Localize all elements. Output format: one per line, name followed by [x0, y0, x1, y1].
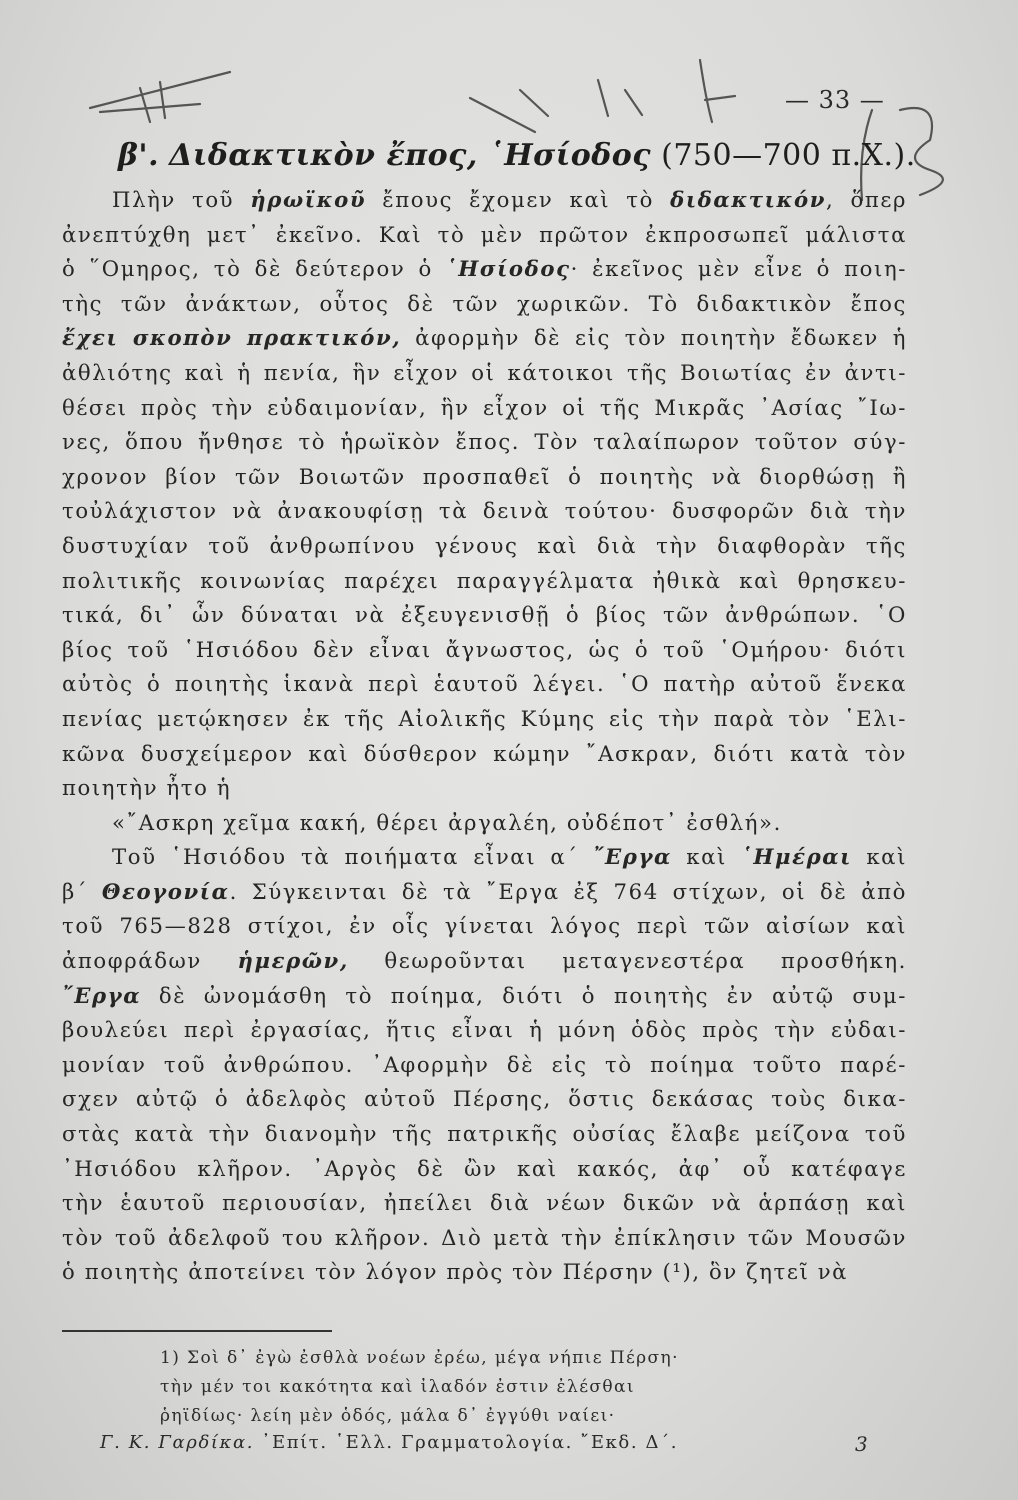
body-line — [62, 1221, 907, 1256]
body-text-run: «῎Ασκρη χεῖμα κακή, θέρει ἀργαλέη, οὐδέποτ᾽ ἐσθλή». — [112, 809, 782, 835]
body-line — [62, 356, 907, 391]
section-heading — [118, 138, 916, 173]
signature-author: Γ. Κ. Γαρδίκα. — [100, 1432, 255, 1453]
body-line — [62, 1152, 907, 1187]
body-text-run: δυστυχίαν τοῦ ἀνθρωπίνου γένους καὶ διὰ τὴν διαφθορὰν τῆς — [62, 532, 907, 558]
footnote-line: τὴν μέν τοι κακότητα καὶ ἰλαδόν ἐστιν ἐλέσθαι — [160, 1377, 636, 1397]
body-text-run: ὁ ῞Ομηρος, τὸ δὲ δεύτερον ὁ — [62, 256, 447, 282]
body-text-run: . Σύγκεινται δὲ τὰ ῎Εργα ἐξ 764 στίχων, οἱ δὲ ἀπὸ — [229, 878, 907, 904]
footnotes — [160, 1344, 800, 1431]
emphasized-term: ῎Εργα — [592, 844, 672, 870]
body-text-run: βουλεύει περὶ ἐργασίας, ἥτις εἶναι ἡ μόνη ὁδὸς πρὸς τὴν εὐδαι- — [62, 1017, 907, 1043]
body-line — [62, 667, 907, 702]
body-text — [62, 183, 907, 1290]
emphasized-term: ῾Ησίοδος — [446, 256, 571, 282]
body-line — [62, 321, 907, 356]
body-text-run: σχεν αὐτῷ ὁ ἀδελφὸς αὐτοῦ Πέρσης, ὅστις δεκάσας τοὺς δικα- — [62, 1086, 907, 1112]
body-text-run: βίος τοῦ ῾Ησιόδου δὲν εἶναι ἄγνωστος, ὡς ὁ τοῦ ῾Ομήρου· διότι — [62, 636, 907, 662]
signature-line — [100, 1432, 870, 1453]
body-text-run: ἀποφράδων — [62, 948, 238, 974]
body-text-run: Τοῦ ῾Ησιόδου τὰ ποιήματα εἶναι α´ — [112, 844, 593, 870]
body-text-run: πενίας μετῴκησεν ἐκ τῆς Αἰολικῆς Κύμης εἰς τὴν παρὰ τὸν ῾Ελι- — [62, 705, 907, 731]
body-text-run: αὐτὸς ὁ ποιητὴς ἱκανὰ περὶ ἑαυτοῦ λέγει. ῾Ο πατὴρ αὐτοῦ ἕνεκα — [62, 671, 907, 697]
body-line — [62, 494, 907, 529]
body-line — [62, 1255, 907, 1290]
body-text-run: τοὐλάχιστον νὰ ἀνακουφίσῃ τὰ δεινὰ τούτου· δυσφορῶν διὰ τὴν — [62, 498, 907, 524]
body-text-run: · ἐκεῖνος μὲν εἶνε ὁ ποιη- — [570, 256, 908, 282]
body-line — [62, 1117, 907, 1152]
body-line — [62, 1013, 907, 1048]
body-line — [62, 252, 907, 287]
body-line — [62, 979, 907, 1014]
emphasized-term: ἡρωϊκοῦ — [250, 187, 367, 212]
body-text-run: β´ — [62, 878, 102, 904]
body-line — [62, 529, 907, 564]
heading-title: Διδακτικὸν ἔπος, ῾Ησίοδος — [169, 138, 652, 173]
body-text-run: καὶ — [671, 844, 742, 870]
body-text-run: κῶνα δυσχείμερον καὶ δύσθερον κώμην ῎Ασκραν, διότι κατὰ τὸν — [62, 740, 907, 766]
body-text-run: ἔπους ἔχομεν καὶ τὸ — [366, 187, 671, 212]
body-line — [62, 840, 907, 875]
heading-date: (750—700 π.Χ.). — [661, 138, 916, 173]
body-line — [62, 218, 907, 253]
body-line — [62, 875, 907, 910]
body-line — [62, 633, 907, 668]
body-line — [62, 737, 907, 772]
body-text-run: θεωροῦνται μεταγενεστέρα προσθήκη. — [348, 948, 907, 974]
body-text-run: χρονον βίον τῶν Βοιωτῶν προσπαθεῖ ὁ ποιητὴς νὰ διορθώσῃ ἢ — [62, 463, 907, 489]
body-text-run: νες, ὅπου ἤνθησε τὸ ἡρωϊκὸν ἔπος. Τὸν ταλαίπωρον τοῦτον σύγ- — [62, 429, 907, 455]
body-text-run: ἀθλιότης καὶ ἡ πενία, ἣν εἶχον οἱ κάτοικοι τῆς Βοιωτίας ἐν ἀντι- — [62, 359, 907, 385]
body-text-run: στὰς κατὰ τὴν διανομὴν τῆς πατρικῆς οὐσίας ἔλαβε μείζονα τοῦ — [62, 1121, 907, 1147]
body-text-run: τὴς τῶν ἀνάκτων, οὗτος δὲ τῶν χωρικῶν. Τὸ διδακτικὸν ἔπος — [62, 290, 907, 316]
signature-work: ᾿Επίτ. ῾Ελλ. Γραμματολογία. ῎Εκδ. Δ´. — [261, 1432, 679, 1453]
body-line — [62, 183, 907, 218]
footnote-line: 1) Σοὶ δ᾽ ἐγὼ ἐσθλὰ νοέων ἐρέω, μέγα νήπιε Πέρση· — [160, 1348, 679, 1368]
body-text-run: καὶ — [852, 844, 907, 870]
body-text-run: μονίαν τοῦ ἀνθρώπου. ᾿Αφορμὴν δὲ εἰς τὸ ποίημα τοῦτο παρέ- — [62, 1051, 907, 1077]
body-text-run: ᾿Ησιόδου κλῆρον. ᾿Αργὸς δὲ ὢν καὶ κακός, ἀφ᾽ οὗ κατέφαγε — [62, 1155, 907, 1181]
body-text-run: , ὅπερ — [826, 187, 908, 212]
footnote-line: ῥηϊδίως· λείη μὲν ὁδός, μάλα δ᾽ ἐγγύθι ναίει· — [160, 1406, 616, 1426]
body-text-run: πολιτικῆς κοινωνίας παρέχει παραγγέλματα ἠθικὰ καὶ θρησκευ- — [62, 567, 907, 593]
body-line — [62, 1048, 907, 1083]
emphasized-term: ἔχει σκοπὸν πρακτικόν, — [62, 325, 402, 351]
body-line — [62, 598, 907, 633]
body-line — [62, 909, 907, 944]
body-text-run: ἀνεπτύχθη μετ᾽ ἐκεῖνο. Καὶ τὸ μὲν πρῶτον ἐκπροσωπεῖ μάλιστα — [62, 221, 907, 247]
page-number: — 33 — — [785, 86, 885, 114]
body-text-run: ἀφορμὴν δὲ εἰς τὸν ποιητὴν ἔδωκεν ἡ — [401, 325, 908, 351]
body-line — [62, 1186, 907, 1221]
body-text-run: ποιητὴν ἦτο ἡ — [62, 775, 232, 801]
body-line — [62, 702, 907, 737]
body-text-run: τὴν ἑαυτοῦ περιουσίαν, ἠπείλει διὰ νέων δικῶν νὰ ἁρπάσῃ καὶ — [62, 1190, 907, 1216]
body-line — [62, 1082, 907, 1117]
emphasized-term: ῎Εργα — [62, 982, 142, 1008]
body-text-run: ὁ ποιητὴς ἀποτείνει τὸν λόγον πρὸς τὸν Πέρσην (¹), ὃν ζητεῖ νὰ — [62, 1259, 849, 1285]
body-line — [62, 806, 907, 841]
body-text-run: τοῦ 765—828 στίχοι, ἐν οἷς γίνεται λόγος περὶ τῶν αἰσίων καὶ — [62, 913, 907, 939]
body-line — [62, 287, 907, 322]
body-line — [62, 460, 907, 495]
body-line — [62, 564, 907, 599]
body-text-run: θέσει πρὸς τὴν εὐδαιμονίαν, ἣν εἶχον οἱ τῆς Μικρᾶς ᾿Ασίας ῎Ιω- — [62, 394, 907, 420]
emphasized-term: Θεογονία — [101, 878, 230, 904]
body-text-run: Πλὴν τοῦ — [112, 187, 251, 212]
body-text-run: τικά, δι᾽ ὧν δύναται νὰ ἐξευγενισθῇ ὁ βίος τῶν ἀνθρώπων. ῾Ο — [62, 602, 907, 628]
body-text-run: τὸν τοῦ ἀδελφοῦ του κλῆρον. Διὸ μετὰ τὴν ἐπίκλησιν τῶν Μουσῶν — [62, 1224, 907, 1250]
body-text-run: δὲ ὠνομάσθη τὸ ποίημα, διότι ὁ ποιητὴς ἐν αὐτῷ συμ- — [141, 982, 907, 1008]
emphasized-term: ῾Ημέραι — [741, 844, 853, 870]
footnote-divider — [62, 1330, 332, 1332]
body-line — [62, 771, 907, 806]
sheet-mark: 3 — [855, 1432, 868, 1456]
body-line — [62, 391, 907, 426]
heading-prefix: β'. — [118, 138, 160, 173]
emphasized-term: διδακτικόν — [670, 187, 827, 212]
body-line — [62, 944, 907, 979]
body-line — [62, 425, 907, 460]
emphasized-term: ἡμερῶν, — [237, 948, 349, 974]
